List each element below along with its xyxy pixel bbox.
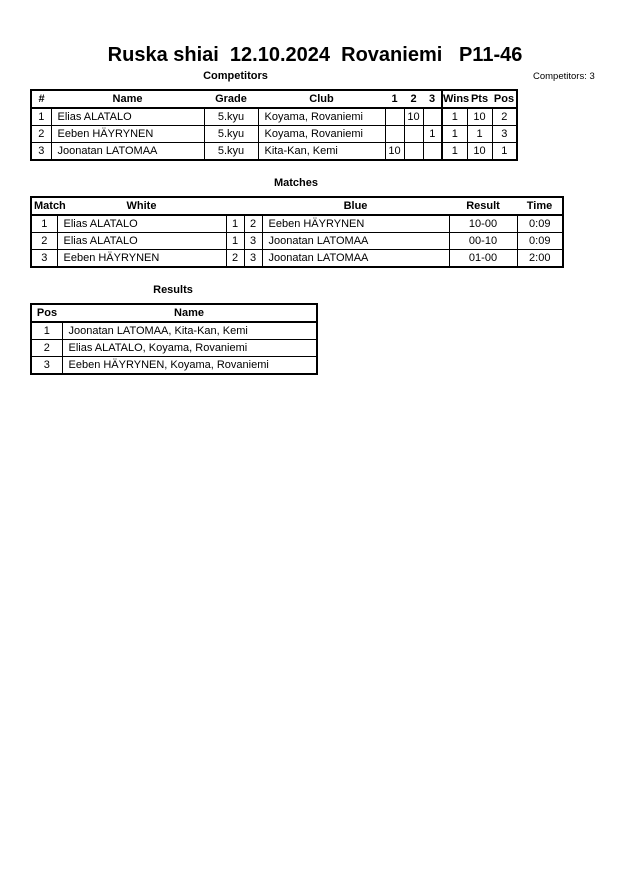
matches-header-time: Time	[517, 197, 563, 215]
match-blue-competitor-num: 3	[244, 250, 262, 268]
competitor-wins: 1	[442, 126, 467, 143]
matches-header-result: Result	[449, 197, 517, 215]
result-pos: 1	[31, 322, 62, 340]
matches-header-match: Match	[31, 197, 57, 215]
match-result: 01-00	[449, 250, 517, 268]
match-row	[31, 215, 563, 233]
matches-header-bluenum	[244, 197, 262, 215]
result-name: Joonatan LATOMAA, Kita-Kan, Kemi	[62, 322, 317, 340]
match-row	[31, 233, 563, 250]
result-row	[31, 322, 317, 340]
competitor-round2-score	[404, 126, 423, 143]
matches-table	[30, 196, 564, 268]
match-blue-name: Joonatan LATOMAA	[262, 250, 449, 268]
match-white-name: Elias ALATALO	[57, 233, 226, 250]
competitor-name: Joonatan LATOMAA	[51, 143, 204, 161]
competitors-header-round3: 3	[423, 90, 442, 108]
competitors-header-pos: Pos	[492, 90, 517, 108]
matches-section-heading: Matches	[273, 177, 319, 189]
results-header-row	[31, 304, 317, 322]
competitors-table	[30, 89, 518, 161]
results-header-name: Name	[62, 304, 317, 322]
match-time: 2:00	[517, 250, 563, 268]
competitor-wins: 1	[442, 143, 467, 161]
result-pos: 3	[31, 357, 62, 375]
matches-header-whitenum	[226, 197, 244, 215]
competitor-row	[31, 108, 517, 126]
competitor-row	[31, 126, 517, 143]
result-name: Eeben HÄYRYNEN, Koyama, Rovaniemi	[62, 357, 317, 375]
competitor-round3-score: 1	[423, 126, 442, 143]
results-section-heading: Results	[153, 284, 193, 296]
competitor-pos: 1	[492, 143, 517, 161]
result-pos: 2	[31, 340, 62, 357]
competitors-count-label: Competitors: 3	[533, 71, 595, 82]
competitors-header-round2: 2	[404, 90, 423, 108]
competitor-round1-score	[385, 126, 404, 143]
competitors-header-row	[31, 90, 517, 108]
competitor-grade: 5.kyu	[204, 108, 258, 126]
competitor-num: 3	[31, 143, 51, 161]
competitors-header-wins: Wins	[442, 90, 467, 108]
competitor-pts: 10	[467, 143, 492, 161]
competitor-row	[31, 143, 517, 161]
competitor-grade: 5.kyu	[204, 126, 258, 143]
competitors-header-round1: 1	[385, 90, 404, 108]
competitor-round2-score	[404, 143, 423, 161]
competitor-club: Koyama, Rovaniemi	[258, 126, 385, 143]
competitors-header-club: Club	[258, 90, 385, 108]
competitors-header-pts: Pts	[467, 90, 492, 108]
competitor-round1-score	[385, 108, 404, 126]
match-white-name: Elias ALATALO	[57, 215, 226, 233]
competitors-header-name: Name	[51, 90, 204, 108]
match-white-competitor-num: 1	[226, 215, 244, 233]
competitor-club: Koyama, Rovaniemi	[258, 108, 385, 126]
competitor-wins: 1	[442, 108, 467, 126]
page-title: Ruska shiai 12.10.2024 Rovaniemi P11-46	[107, 44, 523, 66]
match-number: 2	[31, 233, 57, 250]
competitors-header-grade: Grade	[204, 90, 258, 108]
competitor-name: Elias ALATALO	[51, 108, 204, 126]
match-white-name: Eeben HÄYRYNEN	[57, 250, 226, 268]
competitors-section-heading: Competitors	[203, 70, 268, 82]
match-blue-name: Eeben HÄYRYNEN	[262, 215, 449, 233]
match-blue-competitor-num: 2	[244, 215, 262, 233]
competitor-num: 1	[31, 108, 51, 126]
matches-header-white: White	[57, 197, 226, 215]
competitor-grade: 5.kyu	[204, 143, 258, 161]
result-row	[31, 357, 317, 375]
competitor-num: 2	[31, 126, 51, 143]
match-number: 1	[31, 215, 57, 233]
match-result: 10-00	[449, 215, 517, 233]
match-row	[31, 250, 563, 268]
competitor-pts: 10	[467, 108, 492, 126]
competitor-pos: 3	[492, 126, 517, 143]
matches-header-row	[31, 197, 563, 215]
results-header-pos: Pos	[31, 304, 62, 322]
match-time: 0:09	[517, 215, 563, 233]
match-white-competitor-num: 2	[226, 250, 244, 268]
competitor-pos: 2	[492, 108, 517, 126]
competitor-name: Eeben HÄYRYNEN	[51, 126, 204, 143]
competitor-round3-score	[423, 143, 442, 161]
competitor-round2-score: 10	[404, 108, 423, 126]
competitor-club: Kita-Kan, Kemi	[258, 143, 385, 161]
match-blue-name: Joonatan LATOMAA	[262, 233, 449, 250]
match-white-competitor-num: 1	[226, 233, 244, 250]
results-table	[30, 303, 318, 375]
match-time: 0:09	[517, 233, 563, 250]
matches-header-blue: Blue	[262, 197, 449, 215]
match-blue-competitor-num: 3	[244, 233, 262, 250]
competitor-round1-score: 10	[385, 143, 404, 161]
competitor-pts: 1	[467, 126, 492, 143]
result-row	[31, 340, 317, 357]
competitor-round3-score	[423, 108, 442, 126]
result-name: Elias ALATALO, Koyama, Rovaniemi	[62, 340, 317, 357]
competitors-header-num: #	[31, 90, 51, 108]
match-number: 3	[31, 250, 57, 268]
match-result: 00-10	[449, 233, 517, 250]
